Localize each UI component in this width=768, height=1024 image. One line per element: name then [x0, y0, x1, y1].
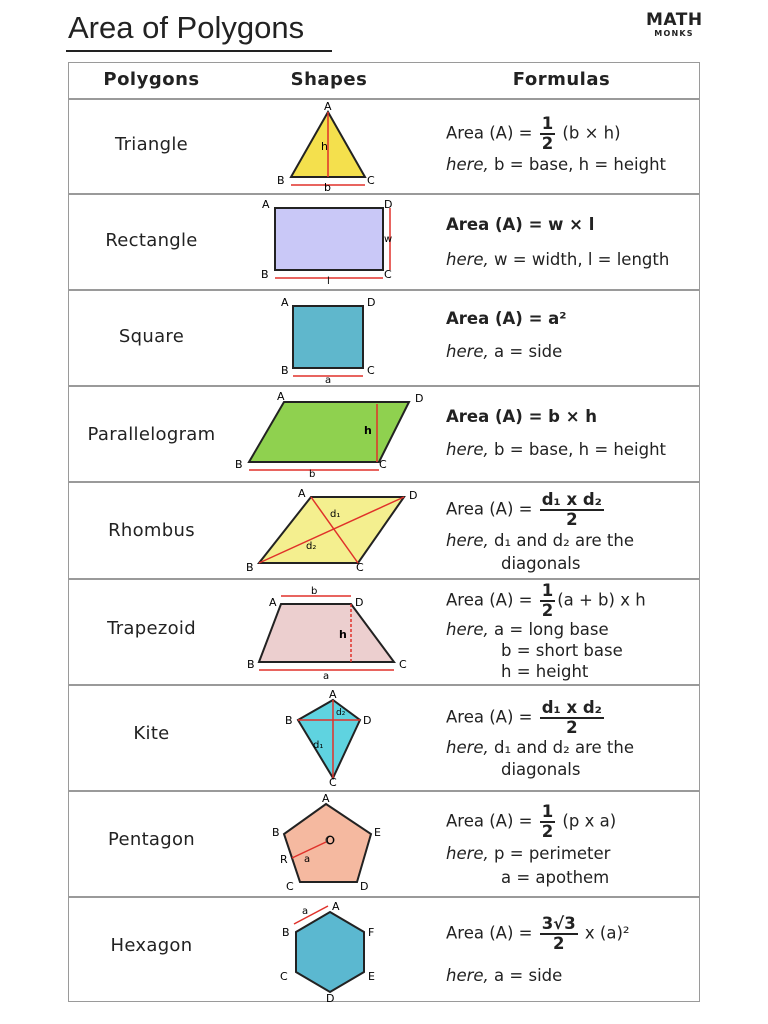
vertex-label-b: B	[272, 826, 280, 839]
legend-line: a = side	[494, 966, 563, 985]
vertex-label-b: B	[247, 658, 255, 671]
fraction	[540, 915, 578, 953]
legend-line: a = long base	[494, 620, 609, 639]
formula-suffix: (p x a)	[557, 811, 617, 831]
vertex-label-d: D	[363, 714, 372, 727]
square-formula: Area (A) = a²	[446, 309, 567, 328]
logo-line2: MONKS	[654, 29, 694, 38]
rectangle-formula: Area (A) = w × l	[446, 215, 595, 234]
base-label: b	[324, 181, 331, 192]
vertex-label-b: B	[281, 364, 289, 377]
height-label: h	[364, 424, 372, 437]
vertex-label-c: C	[367, 174, 375, 187]
here-label: here,	[446, 738, 489, 757]
apothem-label: a	[304, 854, 311, 865]
formula-suffix: (b × h)	[557, 123, 621, 143]
fraction-numerator: 1	[541, 114, 554, 133]
hexagon-legend	[446, 966, 562, 985]
vertex-label-d: D	[415, 392, 424, 405]
parallelogram-shape	[229, 386, 434, 480]
here-label: here,	[446, 440, 489, 459]
triangle-formula	[446, 115, 621, 153]
fraction	[540, 115, 555, 153]
rectangle-shape	[239, 194, 419, 288]
vertex-label-c: C	[286, 880, 294, 893]
fraction-denominator: 2	[566, 718, 578, 737]
here-label: here,	[446, 155, 489, 174]
legend-line: d₁ and d₂ are the	[494, 738, 635, 757]
label-o: O	[326, 834, 335, 847]
fraction-numerator: d₁ x d₂	[541, 490, 602, 509]
vertex-label-c: C	[280, 970, 288, 983]
row-divider	[69, 684, 699, 686]
d2-label: d₂	[336, 708, 346, 718]
long-base-label: a	[323, 671, 330, 682]
vertex-label-d: D	[326, 992, 335, 1002]
square-polygon	[293, 306, 363, 368]
vertex-label-d: D	[384, 198, 393, 211]
logo-line1: MATH	[646, 10, 703, 30]
polygon-name-triangle: Triangle	[114, 134, 189, 155]
page-title: Area of Polygons	[68, 10, 305, 45]
vertex-label-a: A	[329, 688, 337, 701]
fraction-numerator: 1	[541, 802, 554, 821]
length-label: l	[327, 276, 330, 287]
polygon-name-rectangle: Rectangle	[105, 230, 198, 251]
vertex-label-a: A	[262, 198, 270, 211]
formula-suffix: x (a)²	[579, 923, 630, 943]
fraction-denominator: 2	[541, 601, 554, 620]
formula-prefix: Area (A) =	[446, 923, 538, 943]
vertex-label-c: C	[399, 658, 407, 671]
kite-legend	[446, 738, 634, 757]
polygon-name-parallelogram: Parallelogram	[87, 424, 216, 445]
trapezoid-legend-2: b = short base	[501, 641, 623, 660]
vertex-label-a: A	[269, 596, 277, 609]
fraction	[540, 803, 555, 841]
trapezoid-polygon	[259, 604, 394, 662]
width-label: w	[384, 234, 393, 245]
kite-formula	[446, 699, 606, 737]
vertex-label-c: C	[384, 268, 392, 281]
pentagon-legend	[446, 844, 610, 863]
formula-prefix: Area (A) =	[446, 811, 538, 831]
square-legend	[446, 342, 562, 361]
vertex-label-b: B	[282, 926, 290, 939]
formula-prefix: Area (A) =	[446, 499, 538, 519]
vertex-label-e: E	[368, 970, 375, 983]
kite-polygon	[298, 700, 360, 778]
trapezoid-legend	[446, 620, 609, 639]
trapezoid-formula	[446, 582, 646, 620]
fraction-denominator: 2	[541, 822, 554, 841]
vertex-label-c: C	[356, 561, 364, 574]
vertex-label-a: A	[277, 390, 285, 403]
trapezoid-legend-3: h = height	[501, 662, 589, 681]
rectangle-polygon	[275, 208, 383, 270]
vertex-label-b: B	[235, 458, 243, 471]
rhombus-shape	[234, 483, 434, 577]
polygon-name-pentagon: Pentagon	[107, 829, 196, 850]
vertex-label-d: D	[409, 489, 418, 502]
here-label: here,	[446, 531, 489, 550]
mathmonks-logo	[646, 12, 702, 38]
polygon-name-square: Square	[118, 326, 185, 347]
kite-shape	[269, 686, 379, 788]
legend-line: b = base, h = height	[494, 155, 667, 174]
formula-prefix: Area (A) =	[446, 707, 538, 727]
header-polygons: Polygons	[103, 69, 200, 90]
here-label: here,	[446, 250, 489, 269]
legend-line: w = width, l = length	[494, 250, 670, 269]
fraction	[540, 699, 604, 737]
vertex-label-c: C	[329, 776, 337, 788]
fraction-denominator: 2	[541, 134, 554, 153]
base-label: b	[309, 469, 316, 480]
vertex-label-a: A	[324, 100, 332, 113]
legend-line: p = perimeter	[494, 844, 611, 863]
legend-line: b = base, h = height	[494, 440, 667, 459]
side-label: a	[302, 906, 309, 917]
hexagon-formula	[446, 915, 630, 953]
fraction-numerator: 3√3	[541, 914, 576, 933]
header-shapes: Shapes	[290, 69, 368, 90]
label-r: R	[280, 853, 288, 866]
legend-line: d₁ and d₂ are the	[494, 531, 635, 550]
fraction-denominator: 2	[566, 510, 578, 529]
hexagon-shape	[264, 898, 394, 1002]
vertex-label-f: F	[368, 926, 375, 939]
kite-legend-2: diagonals	[501, 760, 581, 779]
vertex-label-a: A	[298, 487, 306, 500]
parallelogram-polygon	[249, 402, 409, 462]
header-formulas: Formulas	[512, 69, 611, 90]
polygon-name-rhombus: Rhombus	[108, 520, 195, 541]
parallelogram-legend	[446, 440, 666, 459]
vertex-label-a: A	[322, 792, 330, 805]
d1-label: d₁	[330, 509, 341, 520]
fraction-numerator: 1	[541, 581, 554, 600]
fraction-numerator: d₁ x d₂	[541, 698, 602, 717]
here-label: here,	[446, 342, 489, 361]
legend-line: a = side	[494, 342, 563, 361]
pentagon-legend-2: a = apothem	[501, 868, 610, 887]
pentagon-shape	[264, 792, 394, 894]
polygon-table	[68, 62, 700, 1002]
side-label: a	[325, 375, 332, 384]
short-base-label: b	[311, 586, 318, 597]
fraction-denominator: 2	[552, 934, 565, 953]
fraction	[540, 491, 604, 529]
vertex-label-c: C	[379, 458, 387, 471]
fraction	[540, 582, 555, 620]
height-label: h	[321, 140, 328, 153]
parallelogram-formula: Area (A) = b × h	[446, 407, 598, 426]
vertex-label-b: B	[277, 174, 285, 187]
vertex-label-a: A	[281, 296, 289, 309]
polygon-name-trapezoid: Trapezoid	[107, 618, 196, 639]
vertex-label-b: B	[246, 561, 254, 574]
triangle-legend	[446, 155, 666, 174]
vertex-label-d: D	[360, 880, 369, 893]
d1-label: d₁	[313, 740, 324, 751]
title-underline	[66, 50, 332, 52]
here-label: here,	[446, 966, 489, 985]
rectangle-legend	[446, 250, 669, 269]
rhombus-formula	[446, 491, 606, 529]
vertex-label-a: A	[332, 900, 340, 913]
here-label: here,	[446, 844, 489, 863]
vertex-label-e: E	[374, 826, 381, 839]
hexagon-polygon	[296, 912, 364, 992]
here-label: here,	[446, 620, 489, 639]
d2-label: d₂	[306, 541, 317, 552]
vertex-label-c: C	[367, 364, 375, 377]
pentagon-formula	[446, 803, 616, 841]
vertex-label-b: B	[261, 268, 269, 281]
vertex-label-b: B	[285, 714, 293, 727]
polygon-name-hexagon: Hexagon	[110, 935, 193, 956]
formula-suffix: (a + b) x h	[557, 590, 646, 610]
vertex-label-d: D	[367, 296, 376, 309]
triangle-shape	[239, 100, 389, 192]
rhombus-legend-2: diagonals	[501, 554, 581, 573]
square-shape	[239, 290, 389, 384]
formula-prefix: Area (A) =	[446, 590, 538, 610]
polygon-name-kite: Kite	[133, 723, 170, 744]
vertex-label-d: D	[355, 596, 364, 609]
rhombus-legend	[446, 531, 634, 550]
formula-prefix: Area (A) =	[446, 123, 538, 143]
trapezoid-shape	[239, 580, 424, 682]
height-label: h	[339, 628, 347, 641]
